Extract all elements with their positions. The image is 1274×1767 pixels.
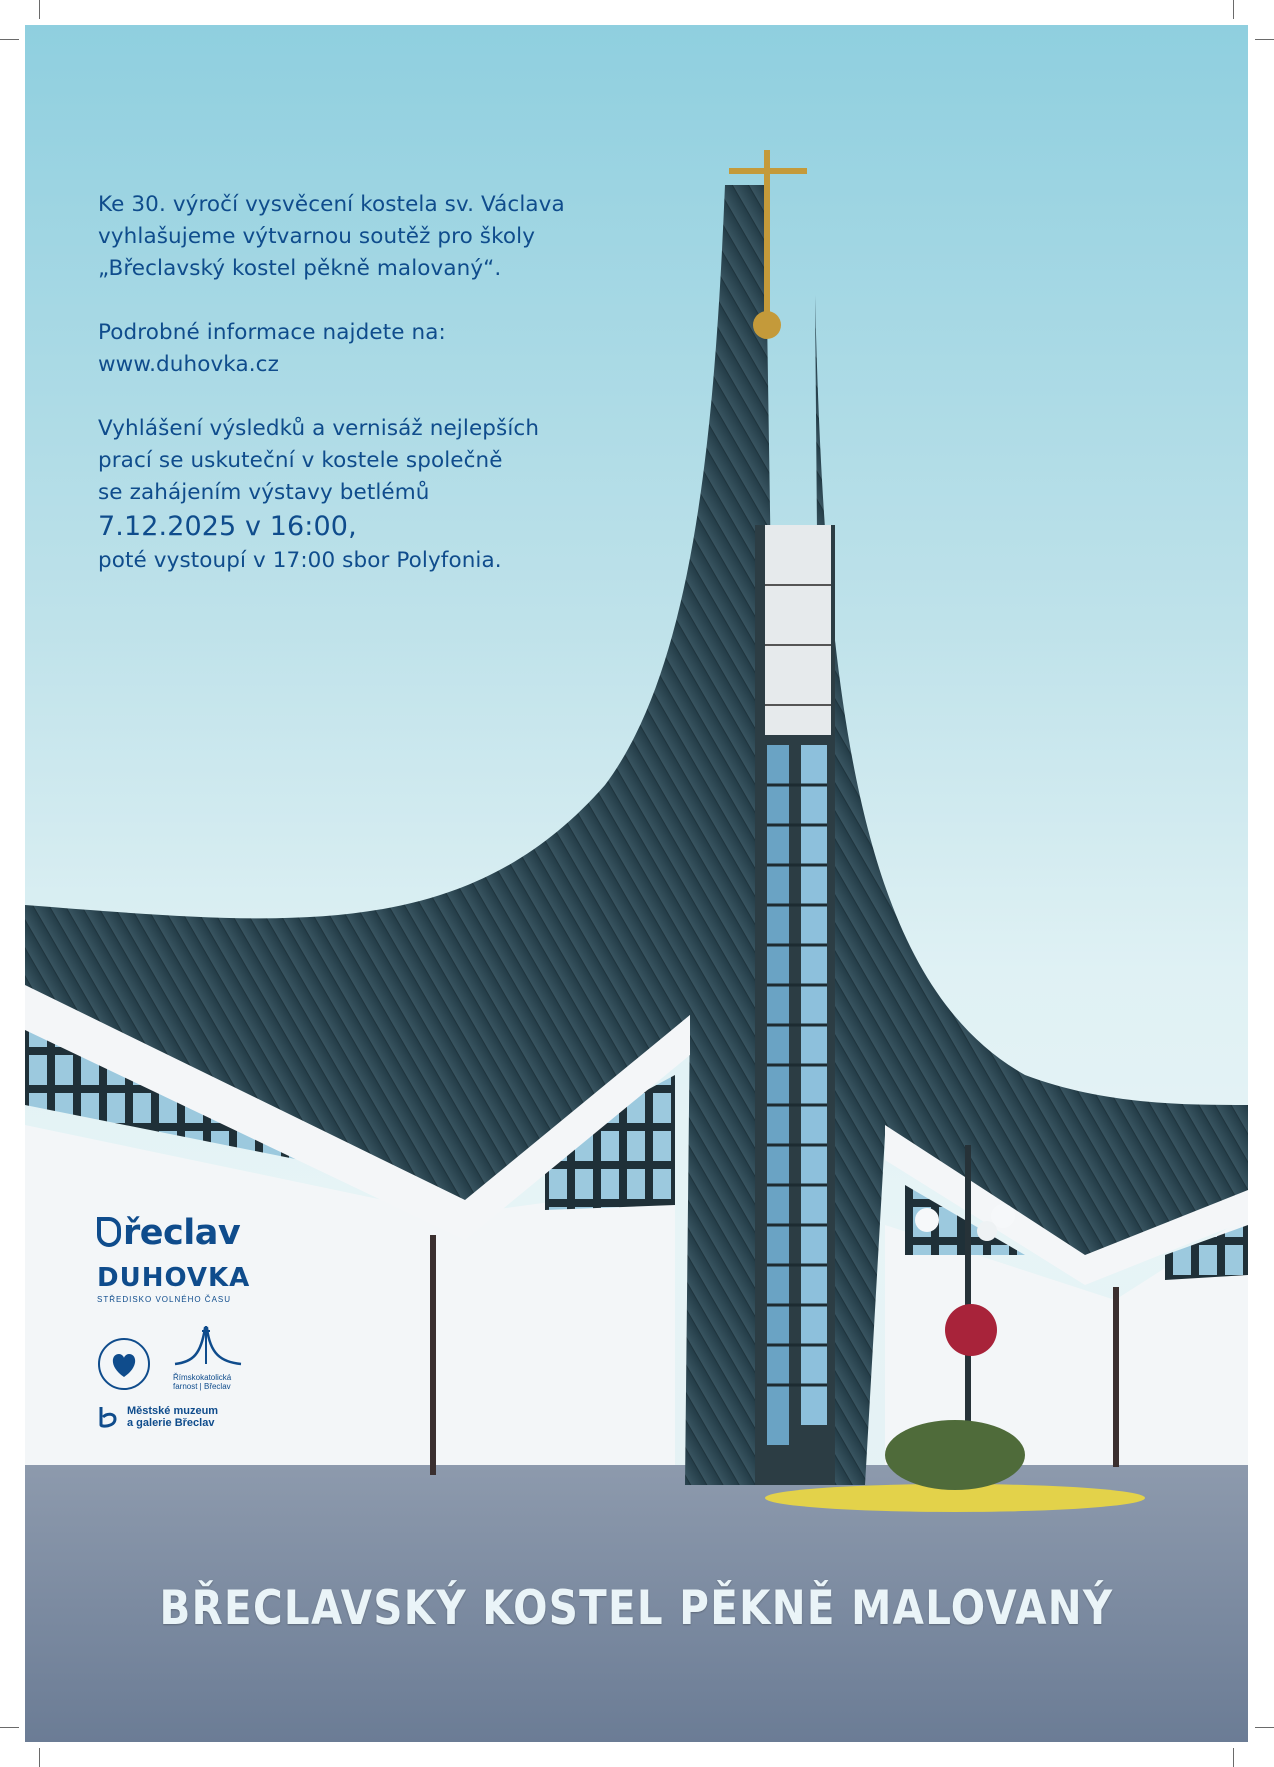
breclav-logo-text: řeclav — [123, 1213, 241, 1253]
intro-paragraph-competition — [98, 189, 658, 285]
intro-line: Ke 30. výročí vysvěcení kostela sv. Václava — [98, 192, 565, 217]
poster — [25, 25, 1248, 1742]
fara-logo — [173, 1324, 243, 1391]
heart-seal-icon — [97, 1337, 151, 1391]
breclav-logo — [97, 1213, 297, 1253]
duhovka-logo: DUHOVKA — [97, 1263, 251, 1293]
intro-line: vyhlašujeme výtvarnou soutěž pro školy — [98, 224, 536, 249]
poster-headline: BŘECLAVSKÝ KOSTEL PĚKNĚ MALOVANÝ — [159, 1581, 1114, 1636]
lamp-globe — [915, 1208, 939, 1232]
museum-name: Městské muzeum — [127, 1405, 219, 1417]
intro-line: poté vystoupí v 17:00 sbor Polyfonia. — [98, 548, 502, 573]
crop-mark — [39, 1748, 40, 1767]
downpipe — [430, 1235, 436, 1475]
intro-line: prací se uskuteční v kostele společně — [98, 448, 503, 473]
lamp-globe — [991, 1204, 1015, 1228]
intro-paragraph-info — [98, 317, 658, 381]
crop-mark — [0, 39, 19, 40]
intro-text — [98, 189, 658, 609]
crop-mark — [1255, 39, 1274, 40]
church-outline-icon — [173, 1324, 243, 1368]
fara-place: farnost | Břeclav — [173, 1382, 231, 1391]
intro-line: „Břeclavský kostel pěkně malovaný“. — [98, 256, 502, 281]
flower-basket — [945, 1304, 997, 1356]
intro-paragraph-results — [98, 413, 658, 577]
partner-logos — [97, 1213, 297, 1429]
belfry — [765, 525, 831, 735]
intro-line: Vyhlášení výsledků a vernisáž nejlepších — [98, 416, 540, 441]
cross-horizontal — [729, 168, 807, 174]
cross-vertical — [764, 150, 770, 325]
crop-mark — [0, 1727, 19, 1728]
tower-glass — [767, 745, 789, 1445]
downpipe — [1113, 1287, 1119, 1467]
website-link[interactable]: www.duhovka.cz — [98, 352, 279, 377]
intro-line: Podrobné informace najdete na: — [98, 320, 446, 345]
duhovka-subtitle: STŘEDISKO VOLNÉHO ČASU — [97, 1295, 232, 1304]
crop-mark — [1255, 1727, 1274, 1728]
crop-mark — [39, 0, 40, 19]
lamp-globe — [977, 1221, 997, 1241]
cross-sphere — [753, 311, 781, 339]
tower-glass-2 — [801, 745, 827, 1425]
crop-mark — [1233, 0, 1234, 19]
museum-place: a galerie Břeclav — [127, 1417, 215, 1429]
logo-row — [97, 1324, 297, 1391]
fara-name: Římskokatolická — [173, 1373, 232, 1382]
crop-mark — [1233, 1748, 1234, 1767]
intro-line: se zahájením výstavy betlémů — [98, 480, 430, 505]
museum-b-icon — [97, 1405, 119, 1429]
museum-logo — [97, 1405, 297, 1429]
event-date: 7.12.2025 v 16:00, — [98, 511, 357, 542]
flower-bed-green — [885, 1420, 1025, 1490]
breclav-b-icon — [97, 1217, 121, 1247]
